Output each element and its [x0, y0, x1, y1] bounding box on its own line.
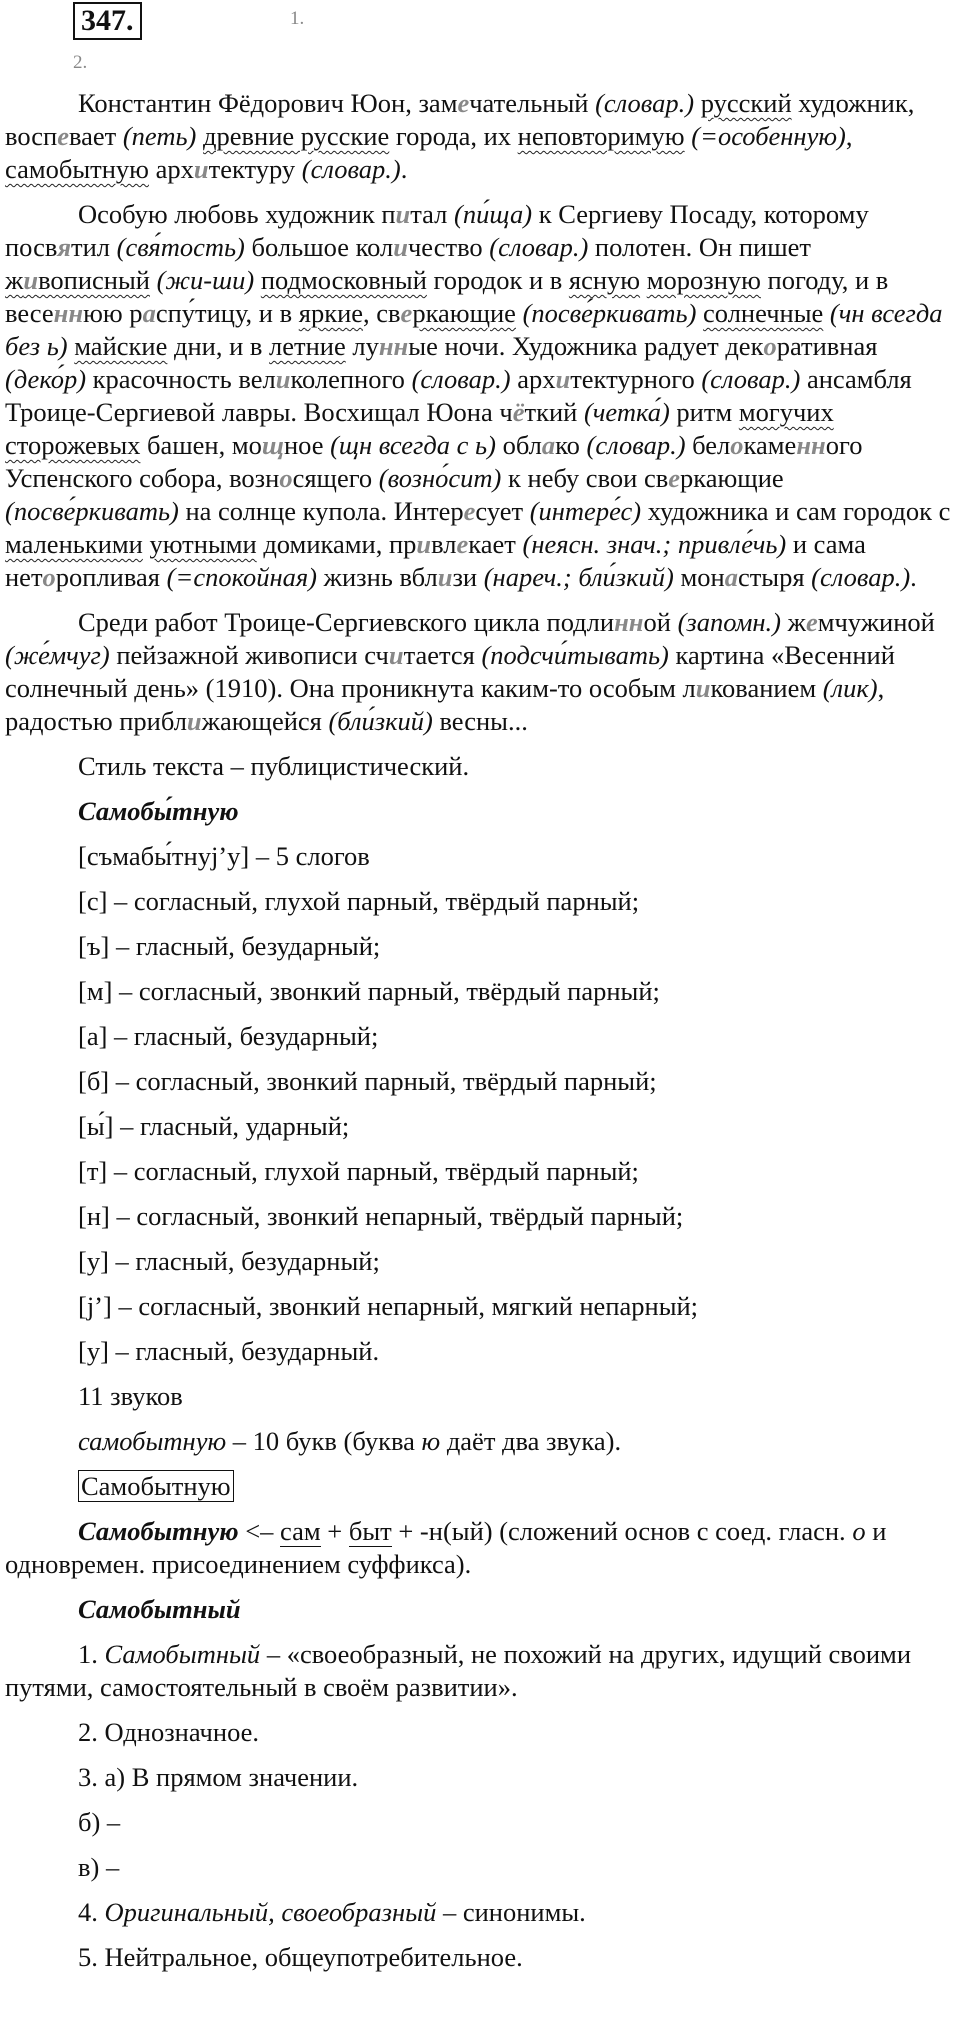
spelling-rule: (интере́с) — [529, 496, 642, 526]
text-segment: Среди работ Троице-Сергиевского цикла подли — [78, 607, 615, 637]
paragraph-2 — [5, 198, 957, 594]
spelling-letter: о — [42, 562, 56, 592]
spelling-letter: е — [57, 121, 69, 151]
style-line: Стиль текста – публицистический. — [78, 751, 470, 781]
text-segment: уютными — [149, 529, 257, 559]
text-segment: стыря — [737, 562, 812, 592]
spelling-letter: е — [456, 529, 469, 559]
derivation-note-end: и одновремен. присоединением суффикса). — [5, 1516, 887, 1579]
spelling-rule: (запомн.) — [677, 607, 781, 637]
spelling-letter: ё — [512, 397, 525, 427]
text-segment: майские — [74, 331, 168, 361]
phonetic-heading-text: Самобы́тную — [78, 796, 239, 826]
text-segment: лу — [345, 331, 379, 361]
spelling-rule: (петь) — [122, 121, 197, 151]
text-segment: сует — [475, 496, 530, 526]
text-segment — [823, 298, 830, 328]
text-segment: на солнце купола. Интер — [178, 496, 464, 526]
spelling-rule: (пи́ща) — [454, 199, 533, 229]
spelling-letter: я — [57, 232, 72, 262]
text-segment: подмосковный — [260, 265, 427, 295]
text-segment — [640, 265, 647, 295]
text-segment: ропливая — [55, 562, 167, 592]
spelling-rule: (=спокойная) — [166, 562, 318, 592]
text-segment: морозную — [646, 265, 761, 295]
spelling-letter: е — [457, 88, 470, 118]
derivation-note-start: (сложений основ с соед. гласн. — [492, 1516, 853, 1546]
text-segment — [150, 265, 157, 295]
spelling-letter: и — [193, 154, 209, 184]
derivation-plus-1: + — [320, 1516, 349, 1546]
spelling-rule: (щн всегда с ь) — [330, 430, 496, 460]
lexical-item-1-text: – «своеобразный, не похожий на других, идущий своими путями, самостоятельный в своём развитии». — [5, 1639, 912, 1702]
spelling-letter: о — [279, 463, 293, 493]
text-segment: тектурного — [570, 364, 702, 394]
derivation-arrow: <– — [238, 1516, 281, 1546]
sound-list — [5, 885, 957, 1368]
text-segment: спу́тицу, и в — [155, 298, 299, 328]
text-segment — [254, 265, 261, 295]
content — [5, 87, 957, 1974]
spelling-letter: и — [388, 640, 404, 670]
spelling-rule: (четка́) — [583, 397, 670, 427]
text-segment: ритм — [669, 397, 739, 427]
text-segment: сторожевых — [5, 430, 141, 460]
lexical-item-4 — [5, 1896, 957, 1929]
letter-count-word: самобытную — [78, 1426, 227, 1456]
exercise-number: 347. — [73, 2, 142, 40]
text-segment: пейзажной живописи сч — [109, 640, 389, 670]
spelling-letter: и — [695, 673, 711, 703]
phonetic-heading — [5, 795, 957, 828]
derivation-ending: (ый) — [442, 1516, 493, 1546]
text-segment: художника и сам городок с — [641, 496, 951, 526]
spelling-letter: и — [186, 706, 202, 736]
text-segment: св — [376, 298, 401, 328]
text-segment: домиками, пр — [256, 529, 417, 559]
spelling-rule: (словар.) — [701, 364, 801, 394]
transcription: [съмабы́тнуj’у] – 5 слогов — [78, 841, 370, 871]
text-segment: красочность вел — [86, 364, 276, 394]
text-segment: к Сергиеву Посаду, которому посв — [5, 199, 869, 262]
spelling-letter: и — [23, 265, 39, 295]
text-segment: . — [400, 154, 408, 184]
text-segment: , радостью прибл — [5, 673, 885, 736]
text-segment: ые ночи. Художника радует дек — [408, 331, 764, 361]
text-segment: погоду, и в весе — [5, 265, 889, 328]
text-segment: ко — [555, 430, 587, 460]
letter-count-letter: ю — [421, 1426, 441, 1456]
text-segment: арх — [510, 364, 556, 394]
spelling-letter: и — [395, 199, 411, 229]
spelling-letter: е — [400, 298, 413, 328]
text-segment: ой — [643, 607, 678, 637]
text-segment: самобытную — [5, 154, 149, 184]
letter-count-mid: – 10 букв (буква — [226, 1426, 422, 1456]
text-segment: вл — [431, 529, 457, 559]
lexical-item-3c: в) – — [78, 1852, 120, 1882]
spelling-rule: (бли́зкий) — [328, 706, 433, 736]
spelling-letter: е — [805, 607, 818, 637]
spelling-rule: (посве́ркивать) — [522, 298, 697, 328]
spelling-rule: (словар.) — [489, 232, 589, 262]
lexical-item-5: 5. Нейтральное, общеупотребительное. — [78, 1942, 523, 1972]
text-segment: чество — [407, 232, 490, 262]
text-segment: кает — [468, 529, 523, 559]
derivation-suffix: н — [428, 1516, 443, 1546]
lexical-item-4-text: – синонимы. — [436, 1897, 586, 1927]
text-segment — [694, 88, 701, 118]
lexical-item-3b: б) – — [78, 1807, 121, 1837]
spelling-letter: е — [668, 463, 680, 493]
spelling-rule: (жи-ши) — [156, 265, 255, 295]
sound-count: 11 звуков — [78, 1381, 183, 1411]
derivation — [5, 1515, 957, 1581]
spelling-letter: нн — [53, 298, 84, 328]
text-segment: дни, и в — [167, 331, 270, 361]
text-segment: ное — [283, 430, 331, 460]
derivation-plus-2: + - — [391, 1516, 429, 1546]
sound-item: [а] – гласный, безударный; — [78, 1021, 379, 1051]
marker-2: 2. — [73, 52, 88, 73]
text-segment: вописный — [38, 265, 150, 295]
paragraph-1 — [5, 87, 957, 186]
text-segment: арх — [148, 154, 194, 184]
text-segment: ж — [781, 607, 806, 637]
text-segment: юю р — [83, 298, 143, 328]
sound-item: [у] – гласный, безударный; — [78, 1246, 380, 1276]
lexical-item-4-num: 4. — [78, 1897, 105, 1927]
text-segment: ркающие — [412, 298, 516, 328]
spelling-letter: щ — [261, 430, 284, 460]
text-segment — [516, 298, 523, 328]
text-segment: обл — [495, 430, 542, 460]
text-segment: зи — [452, 562, 484, 592]
text-segment: весны... — [432, 706, 528, 736]
text-segment: ж — [5, 265, 24, 295]
text-segment: солнечные — [703, 298, 824, 328]
sound-item: [н] – согласный, звонкий непарный, твёрдый парный; — [78, 1201, 684, 1231]
text-segment: мчужиной — [817, 607, 935, 637]
spelling-rule: (неясн. знач.; привле́чь) — [522, 529, 787, 559]
text-segment: сящего — [292, 463, 379, 493]
text-segment: бел — [685, 430, 731, 460]
text-segment: неповторимую — [517, 121, 685, 151]
text-segment: тается — [403, 640, 482, 670]
text-segment: русский — [700, 88, 792, 118]
spelling-rule: (словар.) — [811, 562, 911, 592]
spelling-rule: (чн всегда без ь) — [5, 298, 943, 361]
spelling-letter: нн — [614, 607, 644, 637]
text-segment: яркие — [298, 298, 364, 328]
spelling-rule: (свя́тость) — [116, 232, 245, 262]
text-segment: ткий — [524, 397, 584, 427]
spelling-rule: (возно́сит) — [378, 463, 502, 493]
lexical-item-2: 2. Однозначное. — [78, 1717, 260, 1747]
text-segment: тил — [71, 232, 117, 262]
morphemic-word: Самобытную — [78, 1470, 234, 1502]
sound-item: [ы́] – гласный, ударный; — [78, 1111, 350, 1141]
text-segment: ркающие — [680, 463, 784, 493]
spelling-rule: (словар.) — [301, 154, 401, 184]
letter-count — [5, 1425, 957, 1458]
text-segment: жающейся — [201, 706, 329, 736]
text-segment: летние — [269, 331, 346, 361]
text-segment: города, их — [389, 121, 518, 151]
text-segment: ясную — [568, 265, 641, 295]
letter-count-end: даёт два звука). — [440, 1426, 622, 1456]
lexical-item-1-num: 1. — [78, 1639, 105, 1669]
morphemic-analysis — [5, 1470, 957, 1503]
text-segment: колепного — [290, 364, 412, 394]
marker-1: 1. — [290, 8, 305, 29]
lexical-item-4-words: Оригинальный, своеобразный — [104, 1897, 437, 1927]
spelling-letter: нн — [378, 331, 409, 361]
spelling-letter: а — [724, 562, 738, 592]
text-segment: художник, восп — [5, 88, 915, 151]
sound-item: [т] – согласный, глухой парный, твёрдый парный; — [78, 1156, 639, 1186]
spelling-rule: (лик) — [822, 673, 878, 703]
text-segment: жизнь вбл — [317, 562, 438, 592]
text-segment: . — [910, 562, 917, 592]
lexical-heading-text: Самобытный — [78, 1594, 241, 1624]
text-segment: тал — [410, 199, 455, 229]
spelling-letter: нн — [796, 430, 826, 460]
text-segment: вает — [68, 121, 123, 151]
header — [0, 0, 960, 80]
spelling-letter: о — [730, 430, 744, 460]
derivation-word: Самобытную — [78, 1516, 239, 1546]
text-segment: картина «Весенний солнечный день» (1910). Она проникнута каким-то особым л — [5, 640, 895, 703]
spelling-letter: а — [142, 298, 156, 328]
spelling-letter: о — [763, 331, 777, 361]
text-segment: большое кол — [244, 232, 394, 262]
lexical-item-1 — [5, 1638, 957, 1704]
sound-item: [м] – согласный, звонкий парный, твёрдый парный; — [78, 976, 660, 1006]
spelling-rule: (словар.) — [586, 430, 686, 460]
sound-item: [у] – гласный, безударный. — [78, 1336, 380, 1366]
sound-item: [j’] – согласный, звонкий непарный, мягкий непарный; — [78, 1291, 699, 1321]
text-segment: каме — [743, 430, 797, 460]
text-segment: древние русские — [203, 121, 390, 151]
text-segment: ансамбля Троице-Сергиевой лавры. Восхищал Юона ч — [5, 364, 912, 427]
text-segment: мон — [673, 562, 725, 592]
lexical-item-3: 3. а) В прямом значении. — [78, 1762, 359, 1792]
spelling-letter: а — [541, 430, 556, 460]
text-segment: Константин Фёдорович Юон, зам — [78, 88, 458, 118]
spelling-rule: (нареч.; бли́зкий) — [483, 562, 674, 592]
text-segment: Особую любовь художник п — [78, 199, 396, 229]
spelling-rule: (подсчи́тывать) — [481, 640, 669, 670]
sound-item: [ъ] – гласный, безударный; — [78, 931, 381, 961]
text-segment: тектуру — [208, 154, 302, 184]
text-segment: маленькими — [5, 529, 143, 559]
spelling-letter: е — [463, 496, 476, 526]
paragraph-3 — [5, 606, 957, 738]
spelling-letter: и — [437, 562, 453, 592]
spelling-rule: (деко́р) — [5, 364, 87, 394]
derivation-note-letter: о — [852, 1516, 866, 1546]
sound-item: [с] – согласный, глухой парный, твёрдый парный; — [78, 886, 640, 916]
text-segment — [196, 121, 203, 151]
text-segment: к небу свои св — [501, 463, 669, 493]
spelling-rule: (словар.) — [595, 88, 695, 118]
text-segment: кованием — [710, 673, 823, 703]
spelling-rule: (словар.) — [411, 364, 511, 394]
spelling-letter: и — [416, 529, 432, 559]
spelling-letter: и — [555, 364, 571, 394]
lexical-item-1-word: Самобытный — [104, 1639, 261, 1669]
derivation-root-2: быт — [348, 1516, 392, 1546]
spelling-rule: (=особенную) — [691, 121, 846, 151]
text-segment: , — [363, 298, 377, 328]
spelling-letter: и — [275, 364, 291, 394]
text-segment: башен, мо — [140, 430, 262, 460]
text-segment: и сама нет — [5, 529, 866, 592]
text-segment: полотен. Он пишет — [588, 232, 811, 262]
text-segment: ого Успенского собора, возн — [5, 430, 863, 493]
text-segment: чательный — [469, 88, 596, 118]
text-segment: ративная — [776, 331, 878, 361]
text-segment: городок и в — [426, 265, 569, 295]
spelling-letter: и — [393, 232, 408, 262]
derivation-root-1: сам — [280, 1516, 321, 1546]
spelling-rule: (же́мчуг) — [5, 640, 110, 670]
text-segment: , — [845, 121, 853, 151]
text-segment: могучих — [738, 397, 834, 427]
spelling-rule: (посве́ркивать) — [5, 496, 179, 526]
lexical-heading — [5, 1593, 957, 1626]
sound-item: [б] – согласный, звонкий парный, твёрдый парный; — [78, 1066, 657, 1096]
